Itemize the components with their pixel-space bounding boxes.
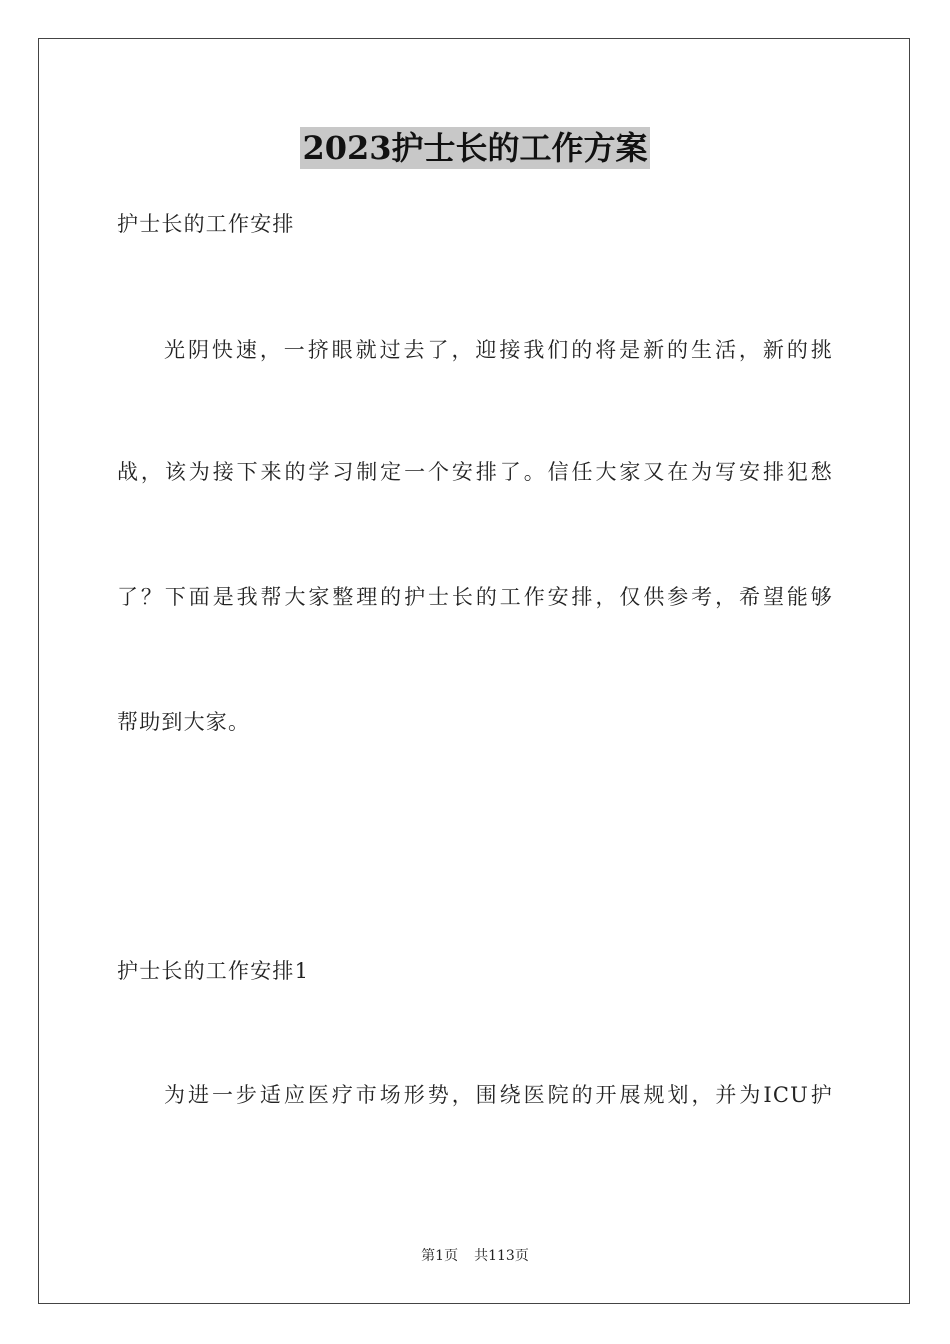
section-heading: 护士长的工作安排1 bbox=[117, 959, 310, 983]
document-title: 2023护士长的工作方案 bbox=[302, 129, 648, 167]
paragraph-line: 了？下面是我帮大家整理的护士长的工作安排，仅供参考，希望能够 bbox=[117, 585, 833, 609]
page-footer bbox=[0, 1246, 950, 1266]
paragraph-line: 帮助到大家。 bbox=[117, 710, 251, 734]
document-subtitle: 护士长的工作安排 bbox=[117, 212, 295, 236]
paragraph-line: 光阴快速，一挤眼就过去了，迎接我们的将是新的生活，新的挑 bbox=[164, 338, 833, 362]
paragraph-line: 为进一步适应医疗市场形势，围绕医院的开展规划，并为ICU护 bbox=[164, 1083, 833, 1107]
page-number: 第1页 bbox=[421, 1248, 459, 1264]
page-total: 共113页 bbox=[474, 1248, 529, 1264]
title-container bbox=[0, 127, 950, 169]
paragraph-line: 战，该为接下来的学习制定一个安排了。信任大家又在为写安排犯愁 bbox=[117, 460, 833, 484]
